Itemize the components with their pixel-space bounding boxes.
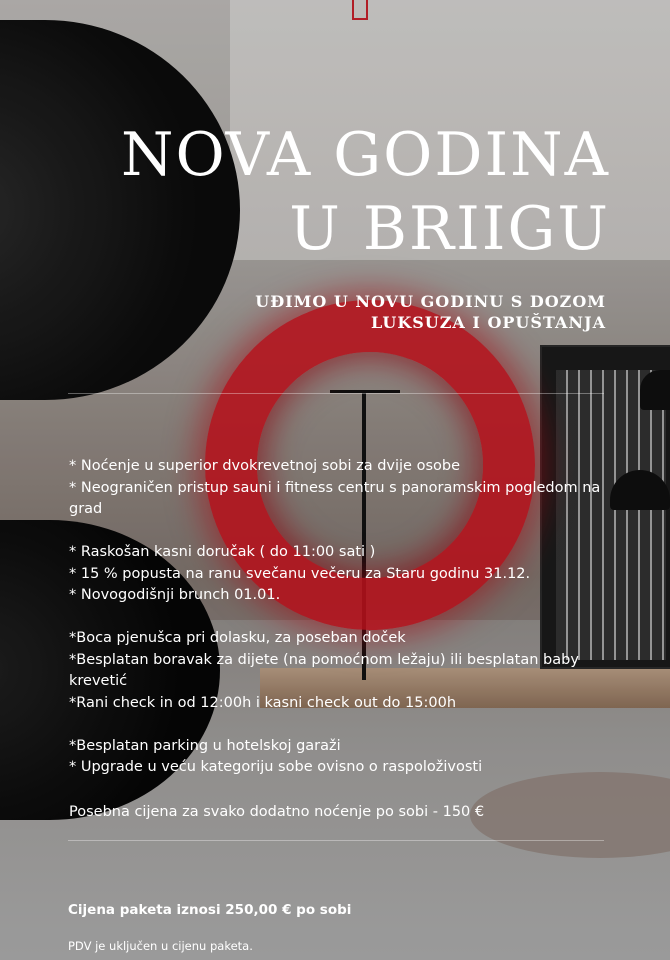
features-group-parking <box>69 736 629 779</box>
feature-item: * Neograničen pristup sauni i fitness centru s panoramskim pogledom na grad <box>69 479 601 517</box>
feature-item: *Besplatan boravak za dijete (na pomoćnom ležaju) ili besplatan baby krevetić <box>69 651 579 689</box>
features-group-dining <box>69 542 629 607</box>
feature-item: * Novogodišnji brunch 01.01. <box>69 587 281 603</box>
feature-item: * Raskošan kasni doručak ( do 11:00 sati ) <box>69 544 376 560</box>
feature-item: *Besplatan parking u hotelskoj garaži <box>69 737 341 754</box>
features-group-accommodation <box>69 456 629 521</box>
feature-item: * Noćenje u superior dvokrevetnoj sobi za dvije osobe <box>69 458 460 474</box>
feature-item: *Rani check in od 12:00h i kasni check out do 15:00h <box>69 694 457 711</box>
features-group-extras <box>69 628 629 714</box>
subtitle-line-1: UĐIMO U NOVU GODINU S DOZOM <box>255 292 606 311</box>
extra-night-price: Posebna cijena za svako dodatno noćenje po sobi - 150 € <box>69 804 485 820</box>
divider-bottom <box>68 840 604 841</box>
feature-item: * 15 % popusta na ranu svečanu večeru za Staru godinu 31.12. <box>69 565 531 582</box>
feature-item: *Boca pjenušca pri dolasku, za poseban doček <box>69 630 406 646</box>
title-line-1: NOVA GODINA <box>120 120 610 190</box>
divider-top <box>68 393 604 394</box>
vat-note: PDV je uključen u cijenu paketa. <box>68 939 253 953</box>
page-title <box>90 118 610 266</box>
package-features-list <box>69 456 629 800</box>
title-line-2: U BRIIGU <box>289 194 610 264</box>
subtitle-line-2: LUKSUZA I OPUŠTANJA <box>371 313 606 332</box>
page-subtitle <box>240 291 606 333</box>
package-price: Cijena paketa iznosi 250,00 € po sobi <box>68 902 352 918</box>
feature-item: * Upgrade u veću kategoriju sobe ovisno o raspoloživosti <box>69 759 483 775</box>
